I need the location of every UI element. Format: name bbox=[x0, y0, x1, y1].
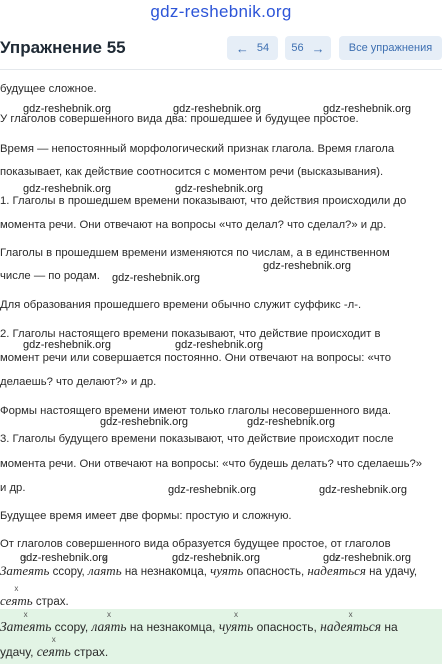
watermark: gdz-reshebnik.org bbox=[173, 103, 262, 115]
paragraph: момента речи. Они отвечают на вопросы «что делал? что сделал?» и др. bbox=[0, 219, 387, 231]
answer-text: на bbox=[381, 620, 398, 634]
watermark: gdz-reshebnik.org bbox=[247, 416, 336, 428]
exercise-word: x Затеять bbox=[0, 563, 49, 579]
watermark: gdz-reshebnik.org bbox=[263, 260, 352, 272]
prev-exercise-label: 54 bbox=[256, 42, 270, 54]
paragraph: Формы настоящего времени имеют только глаголы несовершенного вида. bbox=[0, 405, 392, 417]
paragraph: 1. Глаголы в прошедшем времени показывают, что действия происходили до bbox=[0, 195, 407, 207]
watermark: gdz-reshebnik.org bbox=[319, 484, 408, 496]
header-divider bbox=[0, 69, 442, 70]
next-exercise-button[interactable] bbox=[285, 36, 331, 60]
exercise-text: опасность, bbox=[243, 566, 308, 578]
answer-word: x сеять bbox=[37, 644, 71, 660]
paragraph: 3. Глаголы будущего времени показывают, что действие происходит после bbox=[0, 433, 394, 445]
watermark: gdz-reshebnik.org bbox=[100, 416, 189, 428]
watermark: gdz-reshebnik.org bbox=[175, 339, 264, 351]
answer-line bbox=[0, 619, 398, 635]
paragraph: числе — по родам. bbox=[0, 270, 100, 282]
paragraph: У глаголов совершенного вида два: прошедшее и будущее простое. bbox=[0, 113, 359, 125]
paragraph: будущее сложное. bbox=[0, 83, 97, 95]
exercise-text: ссору, bbox=[49, 566, 88, 578]
paragraph: Время — непостоянный морфологический признак глагола. Время глагола bbox=[0, 143, 395, 155]
watermark: gdz-reshebnik.org bbox=[175, 183, 264, 195]
exercise-line bbox=[0, 563, 417, 579]
watermark: gdz-reshebnik.org bbox=[23, 183, 112, 195]
watermark: gdz-reshebnik.org bbox=[172, 552, 261, 564]
watermark: gdz-reshebnik.org bbox=[23, 339, 112, 351]
exercise-word: x сеять bbox=[0, 593, 33, 609]
paragraph: делаешь? что делают?» и др. bbox=[0, 376, 157, 388]
answer-word: x Затеять bbox=[0, 619, 51, 635]
paragraph: Будущее время имеет две формы: простую и сложную. bbox=[0, 510, 292, 522]
exercise-word: x надеяться bbox=[307, 563, 366, 579]
arrow-left-icon: ← bbox=[235, 40, 249, 56]
exercise-text: страх. bbox=[32, 596, 69, 608]
site-title[interactable]: gdz-reshebnik.org bbox=[150, 2, 292, 21]
exercise-word: x чуять bbox=[210, 563, 243, 579]
paragraph: Для образования прошедшего времени обычно служит суффикс -л-. bbox=[0, 299, 362, 311]
watermark: gdz-reshebnik.org bbox=[112, 272, 201, 284]
paragraph: момент речи или совершается постоянно. Они отвечают на вопросы: «что bbox=[0, 352, 391, 364]
paragraph: 2. Глаголы настоящего времени показывают, что действие происходит в bbox=[0, 328, 381, 340]
answer-text: опасность, bbox=[253, 620, 321, 634]
answer-text: ссору, bbox=[51, 620, 92, 634]
answer-word: x надеяться bbox=[320, 619, 381, 635]
watermark: gdz-reshebnik.org bbox=[323, 103, 412, 115]
answer-line bbox=[0, 644, 108, 660]
paragraph: момента речи. Они отвечают на вопросы: «что будешь делать? что сделаешь?» bbox=[0, 458, 423, 470]
answer-text: на незнакомца, bbox=[126, 620, 219, 634]
watermark: gdz-reshebnik.org bbox=[323, 552, 412, 564]
prev-exercise-button[interactable] bbox=[227, 36, 278, 60]
all-exercises-button[interactable]: Все упражнения bbox=[339, 36, 442, 60]
answer-word: x лаять bbox=[92, 619, 127, 635]
answer-text: удачу, bbox=[0, 645, 37, 659]
paragraph: показывает, как действие соотносится с моментом речи (высказывания). bbox=[0, 166, 384, 178]
answer-word: x чуять bbox=[219, 619, 253, 635]
paragraph: и др. bbox=[0, 482, 26, 494]
exercise-word: x лаять bbox=[88, 563, 122, 579]
watermark: gdz-reshebnik.org bbox=[20, 552, 109, 564]
next-exercise-label: 56 bbox=[291, 42, 304, 54]
paragraph: Глаголы в прошедшем времени изменяются по числам, а в единственном bbox=[0, 247, 390, 259]
watermark: gdz-reshebnik.org bbox=[168, 484, 257, 496]
exercise-line bbox=[0, 593, 69, 609]
paragraph: От глаголов совершенного вида образуется будущее простое, от глаголов bbox=[0, 538, 391, 550]
exercise-text: на удачу, bbox=[365, 566, 418, 578]
page-title: Упражнение 55 bbox=[0, 38, 126, 57]
answer-text: страх. bbox=[70, 645, 109, 659]
watermark: gdz-reshebnik.org bbox=[23, 103, 112, 115]
exercise-text: на незнакомца, bbox=[121, 566, 211, 578]
arrow-right-icon: → bbox=[311, 40, 325, 56]
